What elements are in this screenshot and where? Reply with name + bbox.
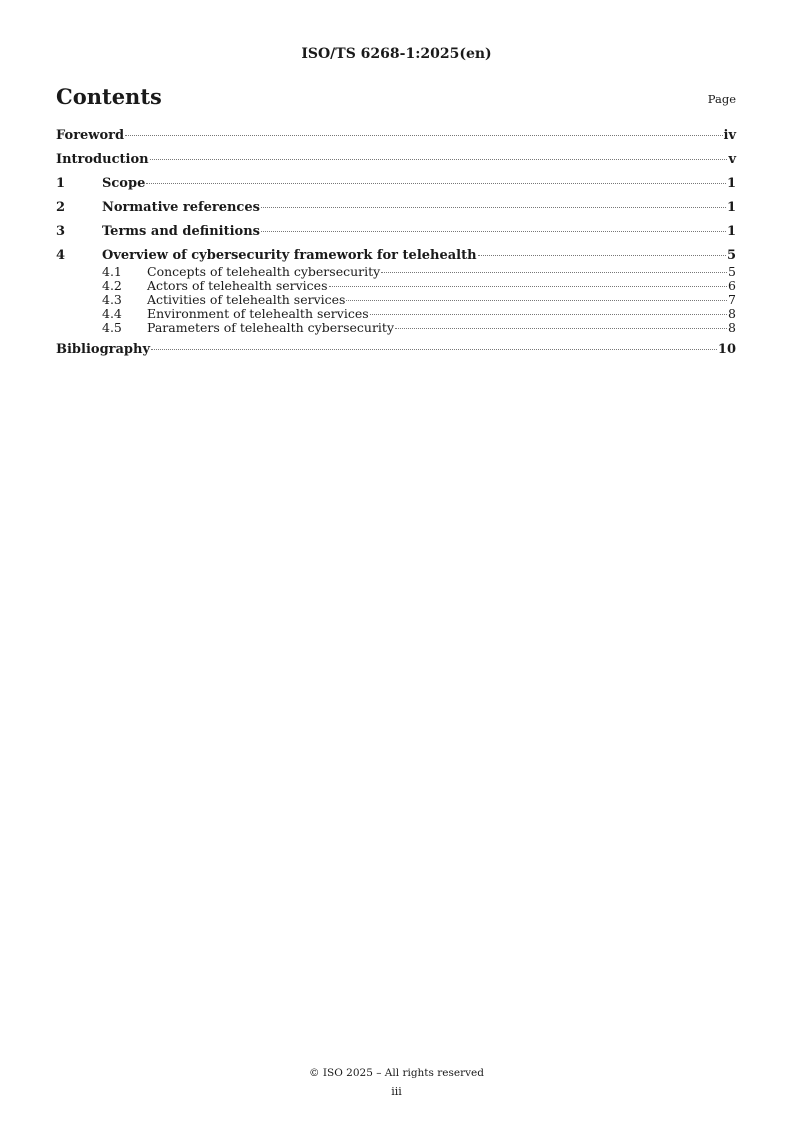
toc-subentry-4-3[interactable] — [56, 293, 736, 307]
toc-leader — [395, 328, 727, 329]
toc-entry-page: 10 — [717, 342, 736, 357]
toc-subentry-4-4[interactable] — [56, 307, 736, 321]
toc-entry-bibliography[interactable] — [56, 342, 736, 359]
toc-leader — [478, 255, 726, 256]
toc-entry-scope[interactable] — [56, 176, 736, 193]
toc-leader — [329, 286, 728, 287]
toc-entry-normative-references[interactable] — [56, 200, 736, 217]
toc-entry-title: Activities of telehealth services — [147, 292, 346, 307]
toc-entry-page: 5 — [728, 264, 736, 279]
footer-copyright: © ISO 2025 – All rights reserved — [309, 1067, 484, 1079]
toc-entry-page: 5 — [726, 248, 736, 263]
table-of-contents — [56, 128, 736, 359]
toc-entry-title: Scope — [102, 176, 146, 191]
toc-entry-number: 4.1 — [102, 264, 122, 279]
toc-entry-title: Environment of telehealth services — [147, 306, 369, 321]
toc-entry-number: 2 — [56, 200, 66, 215]
toc-entry-title: Bibliography — [56, 342, 151, 357]
toc-leader — [261, 231, 726, 232]
toc-subentry-4-5[interactable] — [56, 321, 736, 335]
toc-entry-page: 6 — [728, 278, 736, 293]
toc-leader — [125, 135, 722, 136]
toc-entry-number: 3 — [56, 224, 66, 239]
toc-entry-page: 1 — [726, 200, 736, 215]
toc-leader — [381, 272, 727, 273]
toc-subentry-4-2[interactable] — [56, 279, 736, 293]
contents-heading: Contents — [56, 84, 162, 109]
toc-leader — [261, 207, 726, 208]
toc-entry-title: Foreword — [56, 128, 125, 143]
document-id: ISO/TS 6268-1:2025(en) — [301, 46, 492, 62]
toc-entry-page: 8 — [728, 306, 736, 321]
toc-entry-page: 1 — [726, 176, 736, 191]
toc-entry-page: 8 — [728, 320, 736, 335]
toc-entry-number: 4.5 — [102, 320, 122, 335]
toc-entry-page: iv — [723, 128, 736, 143]
toc-entry-title: Terms and definitions — [102, 224, 260, 239]
toc-entry-foreword[interactable] — [56, 128, 736, 145]
toc-entry-title: Normative references — [102, 200, 260, 215]
toc-leader — [150, 159, 728, 160]
toc-entry-terms-and-definitions[interactable] — [56, 224, 736, 241]
toc-entry-number: 4.4 — [102, 306, 122, 321]
toc-entry-number: 4.3 — [102, 292, 122, 307]
toc-entry-number: 4 — [56, 248, 66, 263]
toc-entry-title: Introduction — [56, 152, 149, 167]
toc-entry-number: 1 — [56, 176, 66, 191]
toc-subentry-4-1[interactable] — [56, 265, 736, 279]
footer-page-number: iii — [391, 1085, 402, 1098]
toc-entry-title: Parameters of telehealth cybersecurity — [147, 320, 395, 335]
toc-entry-number: 4.2 — [102, 278, 122, 293]
toc-entry-page: v — [728, 152, 736, 167]
toc-leader — [370, 314, 727, 315]
toc-leader — [346, 300, 727, 301]
toc-entry-page: 7 — [728, 292, 736, 307]
toc-entry-introduction[interactable] — [56, 152, 736, 169]
toc-entry-title: Concepts of telehealth cybersecurity — [147, 264, 381, 279]
toc-entry-title: Actors of telehealth services — [147, 278, 328, 293]
toc-entry-page: 1 — [726, 224, 736, 239]
page-column-label: Page — [707, 92, 736, 106]
toc-entry-title: Overview of cybersecurity framework for telehealth — [102, 248, 477, 263]
toc-entry-overview[interactable] — [56, 248, 736, 265]
toc-leader — [146, 183, 726, 184]
toc-leader — [151, 349, 717, 350]
